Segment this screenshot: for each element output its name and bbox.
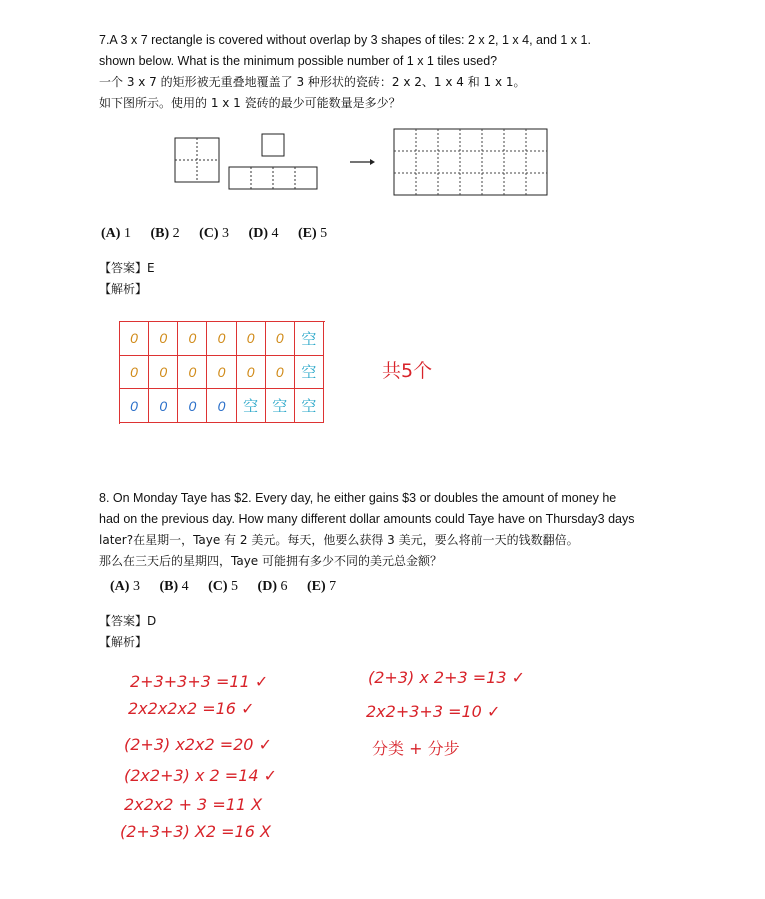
q8-work-left-1: 2+3+3+3 =11 ✓ — [130, 672, 269, 691]
tile-2x2 — [175, 138, 219, 182]
q8-option-b[interactable]: (B) 4 — [159, 579, 189, 594]
grid-cell: 0 — [178, 389, 207, 423]
grid-cell: 0 — [178, 356, 207, 390]
grid-cell: 空 — [237, 389, 266, 423]
arrow-right-icon — [350, 159, 375, 165]
grid-cell: 空 — [295, 322, 324, 356]
grid-cell: 0 — [237, 356, 266, 390]
q7-text-en-2: shown below. What is the minimum possible number of 1 x 1 tiles used? — [99, 54, 498, 68]
q8-work-left-5: 2x2x2 + 3 =11 X — [124, 795, 263, 814]
q7-option-d[interactable]: (D) 4 — [248, 226, 279, 241]
q8-text-en-1: 8. On Monday Taye has $2. Every day, he either gains $3 or doubles the amount of money he — [99, 491, 617, 505]
q8-text-cn-1: 那么在三天后的星期四，Taye 可能拥有多少不同的美元总金额？ — [99, 554, 442, 568]
tile-1x1 — [262, 134, 284, 156]
q7-tiles-figure — [170, 126, 560, 198]
q7-text-en-1: 7.A 3 x 7 rectangle is covered without overlap by 3 shapes of tiles: 2 x 2, 1 x 4, and 1 x 1. — [99, 33, 591, 47]
grid-cell: 0 — [266, 356, 295, 390]
grid-cell: 空 — [295, 356, 324, 390]
grid-cell: 空 — [266, 389, 295, 423]
grid-cell: 0 — [207, 322, 236, 356]
q8-work-left-4: (2x2+3) x 2 =14 ✓ — [124, 766, 278, 785]
grid-cell: 0 — [207, 356, 236, 390]
q8-option-e[interactable]: (E) 7 — [306, 579, 337, 594]
q8-analysis-label: 【解析】 — [99, 635, 148, 649]
q7-option-b[interactable]: (B) 2 — [150, 226, 180, 241]
grid-cell: 0 — [149, 356, 178, 390]
grid-cell: 0 — [149, 322, 178, 356]
q8-work-right-2: 2x2+3+3 =10 ✓ — [366, 702, 501, 721]
q7-text-cn-2: 如下图所示。使用的 1 x 1 瓷砖的最少可能数量是多少？ — [99, 96, 401, 110]
q8-text-en-2: had on the previous day. How many different dollar amounts could Taye have on Thursday3 days — [99, 512, 635, 526]
q8-work-left-6: (2+3+3) X2 =16 X — [120, 822, 271, 841]
q7-option-c[interactable]: (C) 3 — [199, 226, 230, 241]
q8-work-right-1: (2+3) x 2+3 =13 ✓ — [368, 668, 525, 687]
grid-cell: 0 — [237, 322, 266, 356]
q7-text-cn-1: 一个 3 x 7 的矩形被无重叠地覆盖了 3 种形状的瓷砖：2 x 2、1 x 4 和 1 x 1。 — [99, 75, 526, 89]
grid-cell: 0 — [120, 322, 149, 356]
q7-option-e[interactable]: (E) 5 — [297, 226, 328, 241]
q7-analysis-label: 【解析】 — [99, 282, 148, 296]
q8-options — [110, 579, 352, 595]
q7-note: 共5个 — [382, 360, 433, 382]
tile-1x4 — [229, 167, 317, 189]
q8-work-right-3: 分类 + 分步 — [372, 739, 460, 758]
grid-cell: 0 — [266, 322, 295, 356]
grid-cell: 0 — [207, 389, 236, 423]
q8-option-c[interactable]: (C) 5 — [208, 579, 239, 594]
q7-option-a[interactable]: (A) 1 — [101, 226, 131, 241]
grid-cell: 0 — [149, 389, 178, 423]
grid-cell: 0 — [178, 322, 207, 356]
grid-cell: 空 — [295, 389, 324, 423]
q8-work-left-2: 2x2x2x2 =16 ✓ — [128, 699, 255, 718]
grid-cell: 0 — [120, 389, 149, 423]
q7-answer: 【答案】E — [99, 261, 155, 275]
q8-option-d[interactable]: (D) 6 — [257, 579, 288, 594]
q8-work-left-3: (2+3) x2x2 =20 ✓ — [124, 735, 272, 754]
rectangle-3x7 — [394, 129, 547, 195]
q8-text-en-3: later?在星期一，Taye 有 2 美元。每天，他要么获得 3 美元，要么将前一天的钱数翻倍。 — [99, 533, 579, 547]
q7-options — [101, 226, 343, 242]
grid-cell: 0 — [120, 356, 149, 390]
q7-solution-grid — [119, 321, 325, 424]
q8-option-a[interactable]: (A) 3 — [110, 579, 140, 594]
q8-answer: 【答案】D — [99, 614, 157, 628]
